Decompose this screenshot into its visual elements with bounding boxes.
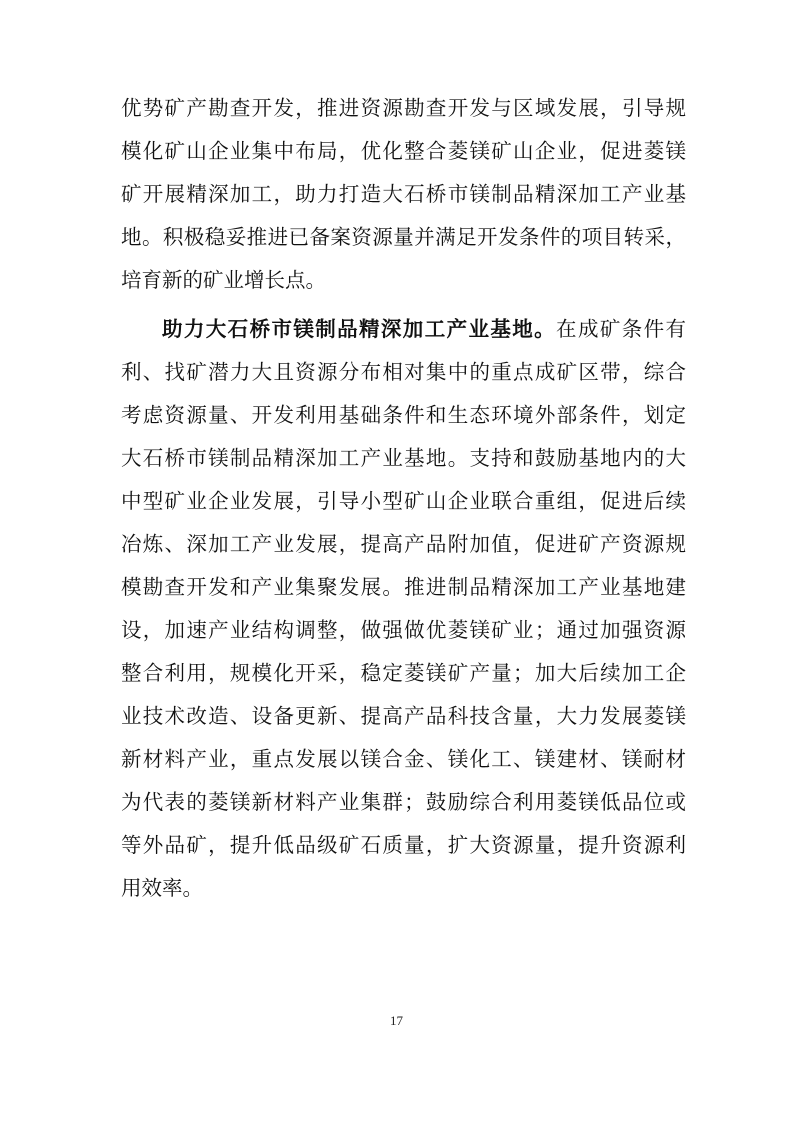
paragraph-line: 考虑资源量、开发利用基础条件和生态环境外部条件，划定: [121, 403, 686, 427]
paragraph-line: 中型矿业企业发展，引导小型矿山企业联合重组，促进后续: [121, 489, 686, 513]
page-number: 17: [390, 1013, 403, 1028]
paragraph-line: 模化矿山企业集中布局，优化整合菱镁矿山企业，促进菱镁: [121, 139, 686, 163]
paragraph-line: 优势矿产勘查开发，推进资源勘查开发与区域发展，引导规: [121, 96, 686, 120]
paragraph-line: 大石桥市镁制品精深加工产业基地。支持和鼓励基地内的大: [121, 446, 686, 470]
paragraph-line: 为代表的菱镁新材料产业集群；鼓励综合利用菱镁低品位或: [121, 790, 686, 814]
paragraph-line: 业技术改造、设备更新、提高产品科技含量，大力发展菱镁: [121, 704, 686, 728]
paragraph-line: 新材料产业，重点发展以镁合金、镁化工、镁建材、镁耐材: [121, 747, 686, 771]
paragraph-line: 地。积极稳妥推进已备案资源量并满足开发条件的项目转采，: [121, 225, 686, 249]
paragraph-first-line: [162, 311, 686, 347]
paragraph-line: 设，加速产业结构调整，做强做优菱镁矿业；通过加强资源: [121, 618, 686, 642]
paragraph-line: 利、找矿潜力大且资源分布相对集中的重点成矿区带，综合: [121, 360, 686, 384]
paragraph-line: 整合利用，规模化开采，稳定菱镁矿产量；加大后续加工企: [121, 661, 686, 685]
paragraph-text: 在成矿条件有: [556, 317, 687, 341]
paragraph-line: 等外品矿，提升低品级矿石质量，扩大资源量，提升资源利: [121, 833, 686, 857]
paragraph-line: 矿开展精深加工，助力打造大石桥市镁制品精深加工产业基: [121, 182, 686, 206]
paragraph-line: 用效率。: [121, 876, 203, 900]
paragraph-line: 培育新的矿业增长点。: [121, 268, 326, 292]
paragraph-line: 冶炼、深加工产业发展，提高产品附加值，促进矿产资源规: [121, 532, 686, 556]
section-heading: 助力大石桥市镁制品精深加工产业基地。: [162, 317, 557, 341]
paragraph-line: 模勘查开发和产业集聚发展。推进制品精深加工产业基地建: [121, 575, 686, 599]
